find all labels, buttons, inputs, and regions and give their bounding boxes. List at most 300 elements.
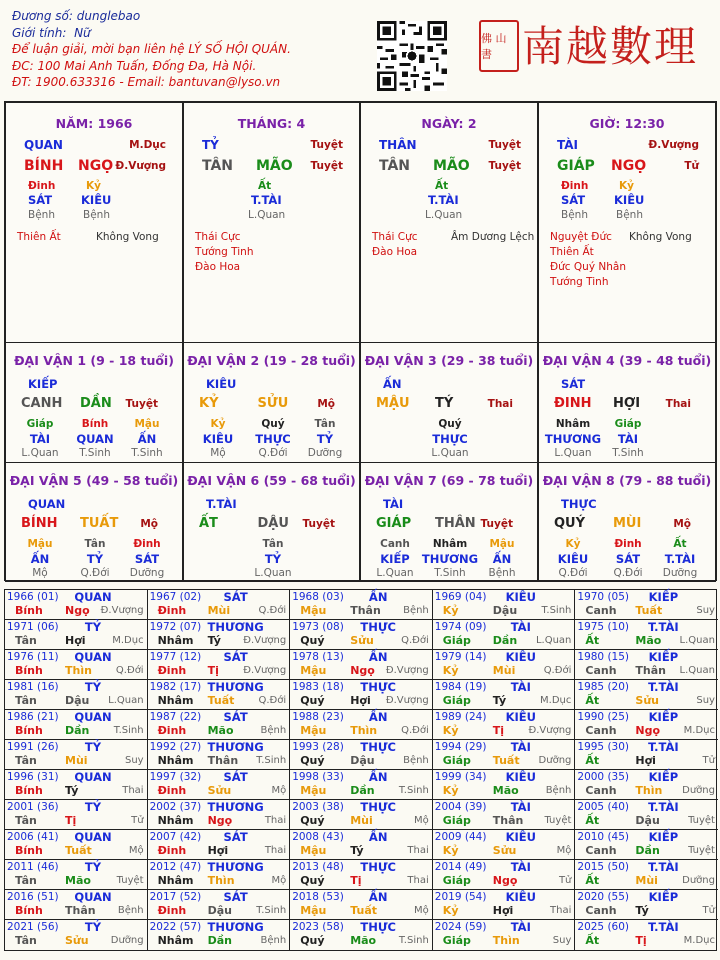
hidden-ten-god: SÁT [28,193,53,207]
year-cell[interactable] [148,680,291,710]
year-cell[interactable] [5,680,148,710]
year-cell[interactable] [433,830,576,860]
year-cell[interactable] [433,890,576,920]
year-status: Tuyệt [688,815,715,826]
year-stem: Ất [585,934,600,947]
hidden-ten-god: THƯƠNG [421,551,479,566]
year-ten-god: TỶ [84,740,102,754]
pillar-stem-status: Đ.Vượng [648,139,699,151]
star-item: Tướng Tinh [550,276,609,288]
year-status: Đ.Vượng [385,695,429,706]
year-ten-god: T.TÀI [648,800,679,814]
year-status: Đ.Vượng [528,725,572,736]
username-row [12,8,372,25]
year-label: 2001 (36) [7,801,59,813]
year-cell[interactable] [433,650,576,680]
year-stem: Mậu [300,604,327,617]
gender-label: Giới tính: [12,25,67,40]
year-ten-god: KIẾP [648,650,679,664]
hidden-ten-god: ẤN [492,551,512,566]
dai-van-branch: SỬU [257,396,289,411]
year-status: Tuyệt [544,815,572,826]
year-label: 1999 (34) [434,771,487,783]
year-cell[interactable] [5,830,148,860]
dai-van-stem: ẤT [199,516,218,531]
year-status: T.Sinh [113,725,144,736]
year-cell[interactable] [433,590,576,620]
star-list [372,230,418,260]
year-ten-god: ẤN [368,590,388,604]
hidden-stem: Mậu [27,538,53,550]
year-label: 1977 (12) [149,651,202,663]
year-cell[interactable] [575,590,718,620]
year-ten-god: T.TÀI [648,620,679,634]
year-branch: Thìn [635,784,663,797]
hidden-ten-god: THỰC [255,431,291,446]
year-cell[interactable] [575,770,718,800]
hidden-ten-god: TỶ [86,551,104,566]
year-cell[interactable] [433,680,576,710]
year-cell[interactable] [575,620,718,650]
year-label: 1982 (17) [149,681,202,693]
year-branch: Tuất [207,694,235,707]
year-status: Suy [696,695,715,706]
year-ten-god: ẤN [368,830,388,844]
hidden-ten-god: SÁT [615,551,641,566]
year-cell[interactable] [5,620,148,650]
year-cell[interactable] [5,770,148,800]
year-cell[interactable] [5,800,148,830]
year-ten-god: THỰC [360,680,396,694]
year-status: Bệnh [403,755,429,766]
hidden-status: Q.Đới [258,447,288,459]
year-ten-god: TÀI [510,680,531,694]
pillar-heavenly-stem: TÂN [202,158,234,174]
hidden-status: Bệnh [616,209,643,221]
year-branch: Mão [65,874,91,887]
year-cell[interactable] [290,620,433,650]
year-ten-god: SÁT [223,890,248,904]
year-status: Thai [550,905,572,916]
contact-line[interactable]: Để luận giải, mời bạn liên hệ LÝ SỐ HỘI QUÁN. [12,42,291,56]
dai-van-title: ĐẠI VẬN 6 (59 - 68 tuổi) [187,473,356,488]
dai-van-branch: TÝ [435,396,454,411]
hidden-status: Mộ [32,567,48,579]
star-list [550,230,626,290]
year-label: 2020 (55) [577,891,630,903]
year-status: Mộ [556,845,572,856]
dai-van-title: ĐẠI VẬN 2 (19 - 28 tuổi) [187,353,356,368]
year-ten-god: TỶ [84,680,102,694]
year-branch: Dần [65,724,90,737]
year-cell[interactable] [5,710,148,740]
year-status: Q.Đới [543,665,572,676]
year-cell[interactable] [148,890,291,920]
year-cell[interactable] [290,800,433,830]
year-ten-god: ẤN [368,710,388,724]
year-stem: Ất [585,874,600,887]
hidden-stem: Nhâm [432,538,468,550]
year-status: Mộ [271,875,287,886]
year-status: Mộ [414,905,429,916]
year-label: 1991 (26) [7,741,59,753]
year-stem: Tân [15,754,37,767]
hidden-stem: Ất [673,538,687,550]
year-cell[interactable] [148,650,291,680]
year-cell[interactable] [433,920,576,950]
dai-van-branch: DẬU [257,516,289,531]
star-item: Thiên Ất [17,231,61,243]
year-cell[interactable] [5,920,148,950]
year-label: 2009 (44) [434,831,487,843]
year-cell[interactable] [575,920,718,950]
year-branch: Dậu [65,694,90,707]
year-ten-god: TÀI [510,740,531,754]
year-cell[interactable] [575,680,718,710]
year-cell[interactable] [148,710,291,740]
year-ten-god: KIÊU [505,830,536,844]
year-cell[interactable] [575,860,718,890]
year-status: T.Sinh [256,905,287,916]
year-label: 1983 (18) [292,681,344,693]
year-cell[interactable] [433,710,576,740]
hidden-status: Q.Đới [80,567,110,579]
year-stem: Giáp [442,694,471,707]
year-label: 1993 (28) [292,741,344,753]
dai-van-cell [538,462,716,582]
year-cell[interactable] [290,920,433,950]
year-stem: Quý [300,874,325,887]
pillar-ten-god: TÀI [557,138,579,152]
year-branch: Sửu [65,934,89,947]
year-branch: Mùi [492,664,516,677]
hidden-status: Bệnh [561,209,588,221]
year-status: Suy [552,935,572,946]
year-stem: Bính [15,664,43,677]
hidden-group [295,417,355,461]
year-cell[interactable] [290,830,433,860]
year-stem: Mậu [300,784,327,797]
hidden-ten-god: TỶ [264,551,282,566]
year-status: Bệnh [260,725,287,736]
pillar-cell [5,102,183,343]
year-cell[interactable] [148,620,291,650]
hidden-status: Bệnh [488,567,516,579]
dai-van-ten-god: KIÊU [206,377,237,391]
year-cell[interactable] [290,650,433,680]
year-ten-god: TỶ [84,860,102,874]
dai-van-cell [183,462,360,582]
hidden-group [365,537,425,581]
year-label: 1987 (22) [149,711,202,723]
year-stem: Ất [585,814,600,827]
dai-van-cell [360,342,538,463]
hidden-group [243,417,303,461]
year-label: 1972 (07) [149,621,202,633]
hidden-status: L.Quan [554,447,592,459]
year-ten-god: KIÊU [505,890,536,904]
year-ten-god: QUAN [74,650,112,664]
dai-van-branch: MÙI [613,516,642,531]
year-cell[interactable] [575,830,718,860]
pillar-branch-status: Tử [684,160,699,172]
hidden-stem: Ất [258,180,272,192]
star-item: Đức Quý Nhân [550,261,626,273]
year-cell[interactable] [148,770,291,800]
year-stem: Quý [300,814,325,827]
year-label: 2005 (40) [577,801,630,813]
year-cell[interactable] [290,860,433,890]
year-status: Thai [407,875,429,886]
year-branch: Thân [350,604,381,617]
year-stem: Ất [585,754,600,767]
pillar-cell [360,102,538,343]
year-label: 2010 (45) [577,831,630,843]
year-branch: Tuất [635,604,663,617]
year-cell[interactable] [5,590,148,620]
gender-row [12,25,372,42]
year-ten-god: TÀI [510,860,531,874]
year-stem: Tân [15,874,37,887]
year-ten-god: SÁT [223,710,248,724]
dai-van-stem: ĐINH [554,396,592,411]
year-cell[interactable] [148,830,291,860]
year-label: 1968 (03) [292,591,344,603]
year-stem: Bính [15,784,43,797]
hidden-stem: Đinh [614,538,642,550]
year-status: Tuyệt [688,845,715,856]
dai-van-stem: MẬU [376,396,410,411]
dai-van-title: ĐẠI VẬN 1 (9 - 18 tuổi) [14,353,174,368]
dai-van-cell [360,462,538,582]
year-ten-god: QUAN [74,830,112,844]
year-status: L.Quan [679,635,715,646]
year-cell[interactable] [5,740,148,770]
year-branch: Ngọ [635,724,661,737]
year-status: Bệnh [545,785,572,796]
year-cell[interactable] [148,920,291,950]
dai-van-stem: GIÁP [376,516,412,531]
year-stem: Quý [300,934,325,947]
dai-van-cell [183,342,360,463]
year-cell[interactable] [148,590,291,620]
year-ten-god: TÀI [510,800,531,814]
year-label: 2013 (48) [292,861,344,873]
year-stem: Canh [585,604,617,617]
hidden-ten-god: ẤN [30,551,50,566]
pillar-stem-status: Tuyệt [488,139,521,151]
year-branch: Tị [350,874,362,887]
year-stem: Nhâm [157,934,194,947]
phone-email-line[interactable]: ĐT: 1900.633316 - Email: bantuvan@lyso.vn [12,75,281,89]
year-status: Đ.Vượng [243,665,287,676]
year-cell[interactable] [5,890,148,920]
year-cell[interactable] [433,620,576,650]
hidden-group [420,537,480,581]
hidden-stem: Kỷ [210,418,226,430]
year-branch: Dậu [350,754,375,767]
hidden-stem: Quý [438,418,462,430]
year-label: 2024 (59) [434,921,487,933]
year-branch: Hợi [635,754,656,767]
year-label: 1974 (09) [434,621,487,633]
year-ten-god: THƯƠNG [207,620,264,634]
year-label: 2016 (51) [7,891,59,903]
year-branch: Thân [65,904,96,917]
hidden-ten-god: SÁT [134,551,160,566]
year-label: 1984 (19) [434,681,487,693]
pillar-stem-status: M.Dục [129,139,166,151]
dai-van-title: ĐẠI VẬN 4 (39 - 48 tuổi) [542,353,712,368]
year-branch: Tị [207,664,219,677]
year-cell[interactable] [575,650,718,680]
year-stem: Tân [15,634,37,647]
hidden-ten-god: QUAN [76,431,114,446]
year-cell[interactable] [5,650,148,680]
year-cell[interactable] [575,800,718,830]
year-cell[interactable] [433,860,576,890]
hidden-stem: Đinh [561,180,589,192]
year-cell[interactable] [290,590,433,620]
dai-van-branch: THÂN [435,516,476,531]
dai-van-stem: KỶ [199,396,219,411]
year-status: M.Dục [540,695,572,706]
year-ten-god: KIÊU [505,770,536,784]
year-ten-god: T.TÀI [648,680,679,694]
dai-van-stem: CANH [21,396,63,411]
annual-luck-grid [4,589,717,951]
year-ten-god: THƯƠNG [207,740,264,754]
year-stem: Canh [585,724,617,737]
year-branch: Ngọ [65,604,90,617]
hidden-status: Mộ [210,447,226,459]
year-status: Thai [264,845,287,856]
year-cell[interactable] [148,740,291,770]
year-stem: Đinh [157,724,187,737]
year-cell[interactable] [575,740,718,770]
year-branch: Tý [350,844,364,857]
username-label: Đương số: [12,9,73,23]
hidden-ten-god: SÁT [561,193,586,207]
year-status: Suy [696,605,715,616]
year-label: 1996 (31) [7,771,59,783]
star-list [195,230,253,275]
dai-van-ten-god: ẤN [383,377,402,391]
hidden-group [10,537,70,581]
hidden-ten-god: T.TÀI [251,193,282,207]
year-stem: Ất [585,694,600,707]
hidden-stem: Canh [380,538,410,550]
year-branch: Sửu [492,844,517,857]
year-ten-god: ẤN [368,650,388,664]
dai-van-title: ĐẠI VẬN 8 (79 - 88 tuổi) [542,473,712,488]
year-cell[interactable] [290,710,433,740]
year-ten-god: SÁT [223,830,248,844]
year-ten-god: TÀI [510,620,531,634]
year-branch: Mùi [207,604,231,617]
year-stem: Kỷ [442,664,459,677]
year-label: 1969 (04) [434,591,487,603]
year-cell[interactable] [290,890,433,920]
hidden-status: L.Quan [21,447,59,459]
dai-van-status: Mộ [673,518,691,530]
year-cell[interactable] [575,710,718,740]
hidden-group [472,537,532,581]
year-stem: Nhâm [157,634,194,647]
star-item: Thái Cực [372,231,418,243]
year-ten-god: SÁT [223,650,248,664]
hidden-stem: Đinh [133,538,161,550]
hidden-status: T.Sinh [612,447,644,459]
year-branch: Ngọ [350,664,375,677]
year-status: Tử [558,875,572,886]
year-branch: Mão [207,724,234,737]
qr-code-icon[interactable] [377,21,447,91]
year-branch: Thìn [65,664,92,677]
year-stem: Đinh [157,844,187,857]
year-cell[interactable] [290,740,433,770]
year-cell[interactable] [148,800,291,830]
dai-van-branch: HỢI [613,396,641,411]
hidden-status: Bệnh [28,209,55,221]
hidden-status: T.Sinh [131,447,163,459]
year-cell[interactable] [290,770,433,800]
year-cell[interactable] [433,740,576,770]
year-stem: Mậu [300,904,327,917]
year-status: Đ.Vượng [243,635,287,646]
year-label: 2007 (42) [149,831,202,843]
year-cell[interactable] [433,800,576,830]
hidden-group [243,537,303,581]
year-cell[interactable] [433,770,576,800]
hidden-ten-god: KIÊU [81,193,112,207]
year-cell[interactable] [290,680,433,710]
pillar-earthly-branch: MÃO [256,158,293,174]
year-stem: Canh [585,664,617,677]
star-item: Thái Cực [195,231,241,243]
year-stem: Tân [15,934,37,947]
year-ten-god: THƯƠNG [207,860,264,874]
year-label: 1985 (20) [577,681,630,693]
year-status: M.Dục [683,725,715,736]
year-cell[interactable] [148,860,291,890]
year-label: 1988 (23) [292,711,344,723]
hidden-group [65,417,125,461]
year-label: 2015 (50) [577,861,630,873]
hidden-stem: Kỷ [86,180,101,192]
year-label: 1995 (30) [577,741,630,753]
year-ten-god: ẤN [368,770,388,784]
year-branch: Thân [492,814,524,827]
hidden-ten-god: ẤN [137,431,157,446]
year-label: 2023 (58) [292,921,344,933]
year-label: 2017 (52) [149,891,202,903]
pillar-heavenly-stem: BÍNH [24,158,64,174]
year-branch: Dần [207,934,232,947]
year-ten-god: TỶ [84,800,102,814]
year-branch: Dậu [635,814,660,827]
hidden-stem: Nhâm [555,418,591,430]
year-stem: Nhâm [157,754,194,767]
year-cell[interactable] [5,860,148,890]
year-branch: Tị [492,724,505,737]
year-cell[interactable] [575,890,718,920]
year-stem: Đinh [157,664,187,677]
hidden-group [117,417,177,461]
year-branch: Tị [65,814,77,827]
dai-van-ten-god: TÀI [383,497,404,511]
year-label: 1971 (06) [7,621,59,633]
